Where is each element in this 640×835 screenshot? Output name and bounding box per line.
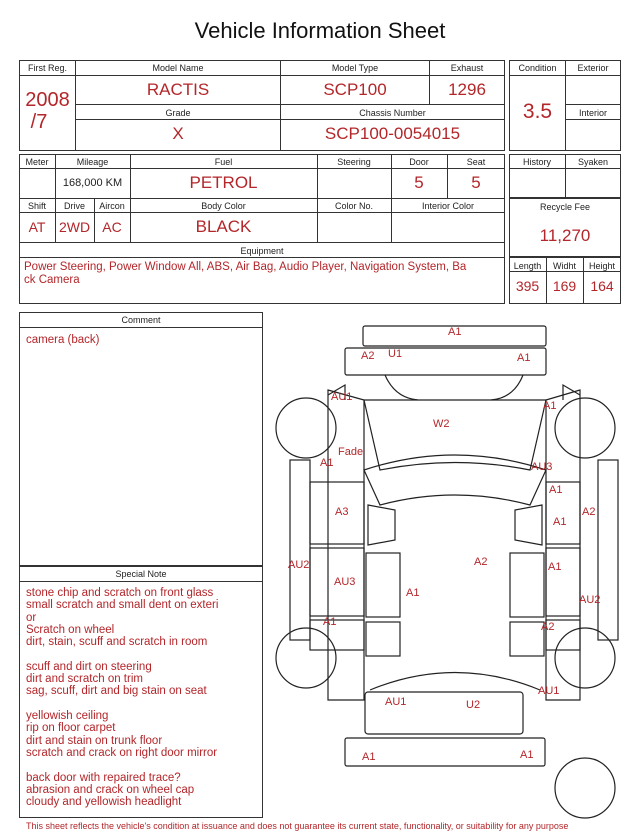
- mark-fender-fl: AU1: [331, 391, 353, 403]
- mark-front-bumper: A1: [448, 326, 462, 338]
- height-value: 164: [590, 278, 614, 294]
- window-qr: [510, 622, 544, 656]
- model-name-label: Model Name: [152, 63, 204, 73]
- fuel-label: Fuel: [214, 157, 233, 167]
- equipment-line-2: ck Camera: [24, 274, 80, 286]
- model-type-label: Model Type: [331, 63, 379, 73]
- length-value: 395: [515, 278, 540, 294]
- mark-roof-right: A1: [549, 484, 563, 496]
- mark-door-rr: A1: [548, 561, 562, 573]
- recycle-fee-value: 11,270: [539, 226, 591, 245]
- window-rr: [510, 553, 544, 617]
- mark-floor: A1: [406, 587, 420, 599]
- special-note-line: small scratch and small dent on exteri: [26, 599, 219, 612]
- equipment-label: Equipment: [240, 246, 284, 256]
- special-note-line: cloudy and yellowish headlight: [26, 796, 182, 809]
- side-strip-left: [290, 460, 310, 640]
- mark-side-l: AU2: [288, 559, 310, 571]
- door-rr-shape: [546, 548, 580, 616]
- mark-side-r: AU2: [579, 594, 601, 606]
- side-strip-right: [598, 460, 618, 640]
- window-ql: [366, 622, 400, 656]
- mileage-value: 168,000 KM: [62, 177, 123, 189]
- tyre-fl: [276, 398, 336, 458]
- mark-rear-fender-r: AU1: [538, 685, 560, 697]
- body-color-value: BLACK: [195, 217, 252, 236]
- mark-trunk-left: AU1: [385, 696, 407, 708]
- headlight-left: [385, 375, 418, 400]
- mark-front-right: A1: [517, 352, 531, 364]
- interior-label: Interior: [578, 108, 607, 118]
- special-note-line: dirt and stain on trunk floor: [26, 734, 163, 747]
- front-grille-shape: [345, 348, 546, 375]
- window-fr: [515, 505, 542, 545]
- first-reg-label: First Reg.: [27, 63, 67, 73]
- drive-value: 2WD: [58, 219, 91, 235]
- exhaust-label: Exhaust: [450, 63, 484, 73]
- mark-roof-center: A2: [474, 556, 488, 568]
- interior-color-label: Interior Color: [421, 201, 475, 211]
- comment-text: camera (back): [26, 334, 100, 346]
- aircon-value: AC: [102, 219, 122, 235]
- special-note-line: sag, scuff, dirt and big stain on seat: [26, 685, 207, 698]
- comment-label: Comment: [121, 315, 161, 325]
- body-left-shape: [328, 390, 364, 700]
- window-fl: [368, 505, 395, 545]
- aircon-label: Aircon: [99, 201, 125, 211]
- fuel-value: PETROL: [189, 173, 258, 192]
- door-label: Door: [409, 157, 429, 167]
- mark-hood: W2: [433, 418, 450, 430]
- mark-front-center: U1: [388, 348, 403, 360]
- recycle-fee-label: Recycle Fee: [539, 202, 591, 212]
- first-reg-month: /7: [30, 111, 48, 133]
- tyre-rr: [555, 628, 615, 688]
- seat-value: 5: [471, 173, 481, 192]
- mark-pillar-fr: AU3: [531, 461, 553, 473]
- equipment-line-1: Power Steering, Power Window All, ABS, Air Bag, Audio Player, Navigation System, Ba: [24, 261, 467, 273]
- special-note-line: or: [26, 611, 37, 624]
- condition-label: Condition: [518, 63, 557, 73]
- meter-label: Meter: [25, 157, 49, 167]
- mark-rear-qtr-r: A2: [541, 621, 555, 633]
- grade-value: X: [172, 124, 184, 143]
- mark-rear-bumper-l: A1: [362, 751, 376, 763]
- exterior-label: Exterior: [577, 63, 609, 73]
- special-note-line: abrasion and crack on wheel cap: [26, 783, 195, 796]
- spare-tyre: [555, 758, 615, 818]
- special-note-label: Special Note: [115, 569, 167, 579]
- shift-value: AT: [28, 219, 46, 235]
- mark-rear-qtr-l: A1: [323, 616, 337, 628]
- exhaust-value: 1296: [448, 80, 486, 99]
- special-note-line: stone chip and scratch on front glass: [26, 587, 214, 599]
- mark-pillar-fl: A1: [320, 457, 334, 469]
- special-note-line: rip on floor carpet: [26, 722, 116, 735]
- grade-label: Grade: [165, 108, 191, 118]
- mark-door-fl: A3: [335, 506, 349, 518]
- headlight-right: [491, 375, 523, 400]
- model-name-value: RACTIS: [146, 80, 210, 99]
- history-label: History: [522, 157, 551, 167]
- length-label: Length: [513, 261, 542, 271]
- page-title: Vehicle Information Sheet: [194, 18, 446, 43]
- special-note-line: back door with repaired trace?: [26, 771, 181, 784]
- color-no-label: Color No.: [334, 201, 373, 211]
- width-label: Widht: [552, 261, 576, 271]
- special-note-line: scratch and crack on right door mirror: [26, 746, 218, 759]
- special-note-line: dirt, stain, scuff and scratch in room: [26, 636, 208, 649]
- steering-label: Steering: [337, 157, 371, 167]
- mark-door-rl: AU3: [334, 576, 356, 588]
- condition-value: 3.5: [522, 100, 553, 123]
- mark-rear-bumper-r: A1: [520, 749, 534, 761]
- rear-qtr-l-shape: [310, 620, 364, 650]
- tyre-fr: [555, 398, 615, 458]
- body-color-label: Body Color: [201, 201, 246, 211]
- disclaimer-footer: This sheet reflects the vehicle's condition at issuance and does not guarantee its current state, functionality, or suitability for any purpose: [26, 821, 569, 831]
- height-label: Height: [588, 261, 615, 271]
- shift-label: Shift: [27, 201, 46, 211]
- special-note-line: Scratch on wheel: [26, 623, 115, 636]
- special-note-line: dirt and scratch on trim: [26, 673, 143, 686]
- mark-front-left: A2: [361, 350, 375, 362]
- width-value: 169: [552, 278, 577, 294]
- chassis-label: Chassis Number: [359, 108, 426, 118]
- special-note-line: yellowish ceiling: [26, 710, 109, 722]
- mark-trunk-center: U2: [466, 699, 481, 711]
- mark-door-fr: A1: [553, 516, 567, 528]
- mark-mirror-r: A2: [582, 506, 596, 518]
- drive-label: Drive: [63, 201, 85, 211]
- mark-fender-fr: A1: [543, 400, 557, 412]
- rear-window-shape: [370, 673, 540, 691]
- model-type-value: SCP100: [323, 80, 387, 99]
- special-note-line: scuff and dirt on steering: [26, 660, 152, 673]
- mark-fade: Fade: [338, 446, 364, 458]
- mileage-label: Mileage: [76, 157, 109, 167]
- first-reg-year: 2008: [25, 89, 70, 111]
- chassis-value: SCP100-0054015: [324, 124, 461, 143]
- tyre-rl: [276, 628, 336, 688]
- body-right-shape: [546, 390, 580, 700]
- hood-shape: [364, 400, 546, 470]
- seat-label: Seat: [466, 157, 486, 167]
- syaken-label: Syaken: [577, 157, 609, 167]
- window-rl: [366, 553, 400, 617]
- door-value: 5: [414, 173, 424, 192]
